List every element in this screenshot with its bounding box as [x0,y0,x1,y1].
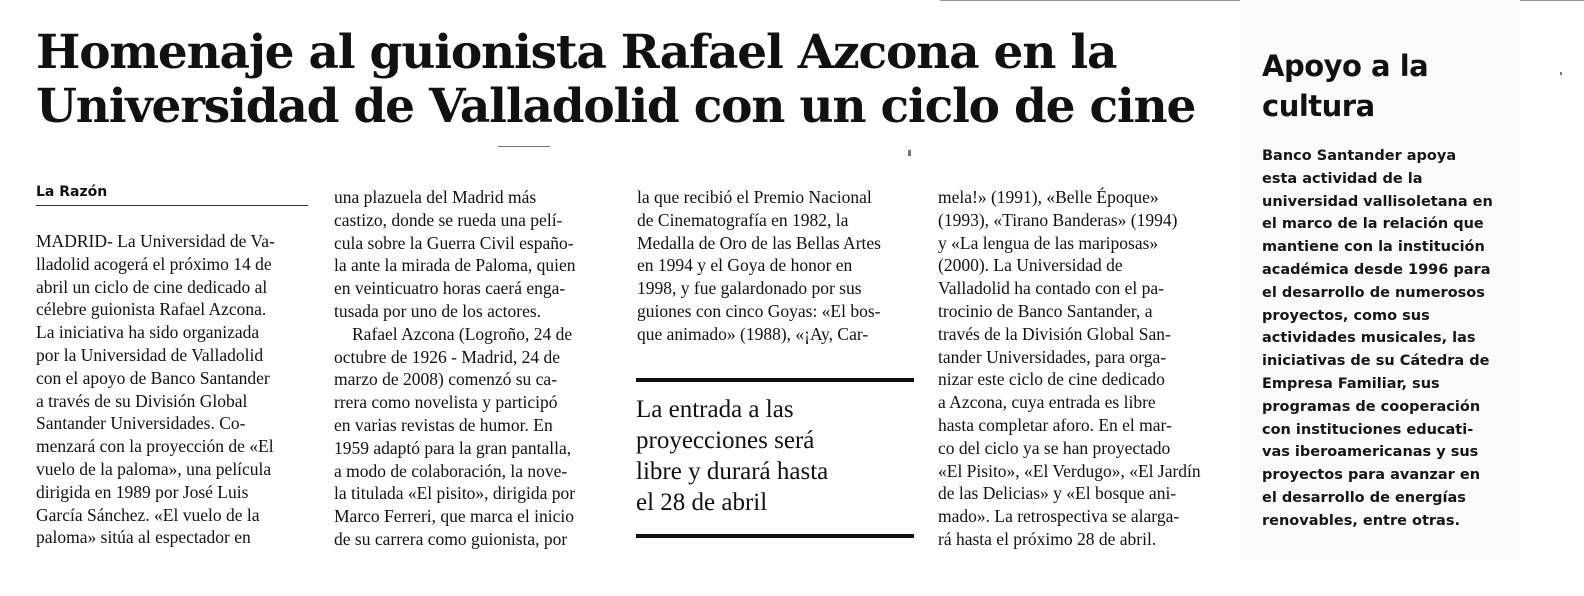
sidebar-line: universidad vallisoletana en [1262,193,1493,210]
text-line: García Sánchez. «El vuelo de la [36,504,260,525]
text-line: Valladolid ha contado con el pa- [938,278,1164,299]
text-line: mela!» (1991), «Belle Époque» [938,187,1159,207]
text-line: marzo de 2008) comenzó su ca- [334,369,558,390]
article-column-3 [637,186,917,346]
sidebar-title-line: Apoyo a la [1262,49,1429,83]
sidebar-line: el marco de la relación que [1262,216,1484,233]
sidebar-line: programas de cooperación [1262,398,1481,415]
text-line: Medalla de Oro de las Bellas Artes [637,232,881,253]
text-line: «El Pisito», «El Verdugo», «El Jardín [938,460,1201,481]
text-line: en varias revistas de humor. En [334,414,553,435]
text-line: vuelo de la paloma», una película [36,458,272,479]
article-column-1 [36,230,316,549]
text-line: rá hasta el próximo 28 de abril. [938,528,1157,549]
sidebar-line: con instituciones educati- [1262,421,1474,438]
text-line: rrera como novelista y participó [334,392,558,413]
sidebar-title-line: cultura [1262,89,1375,123]
text-line: Santander Universidades. Co- [36,413,246,434]
text-line: hasta completar aforo. En el mar- [938,414,1172,435]
text-line: octubre de 1926 - Madrid, 24 de [334,346,560,367]
text-line: a Azcona, cuya entrada es libre [938,392,1156,413]
text-line: guiones con cinco Goyas: «El bos- [637,300,881,321]
text-line: paloma» sitúa al espectador en [36,527,251,548]
pull-quote-line: proyecciones será [636,427,815,454]
text-line: menzará con la proyección de «El [36,436,274,457]
scan-speck [1560,72,1562,75]
text-line: tusada por uno de los actores. [334,300,542,321]
text-line: 1959 adaptó para la gran pantalla, [334,437,572,458]
scan-speck [498,146,550,147]
text-line: en 1994 y el Goya de honor en [637,255,853,276]
text-line: célebre guionista Rafael Azcona. [36,299,267,320]
pull-quote-line: el 28 de abril [636,489,768,516]
sidebar-line: el desarrollo de numerosos [1262,284,1485,301]
sidebar-body [1262,145,1512,533]
text-line: abril un ciclo de cine dedicado al [36,276,268,297]
sidebar-title [1262,46,1428,126]
text-line: por la Universidad de Valladolid [36,344,264,365]
text-line: cula sobre la Guerra Civil españo- [334,232,574,253]
text-line: de Cinematografía en 1982, la [637,209,849,230]
text-line: tander Universidades, para orga- [938,346,1167,367]
text-line: lladolid acogerá el próximo 14 de [36,253,272,274]
text-line: con el apoyo de Banco Santander [36,367,270,388]
text-line: en veinticuatro horas caerá enga- [334,278,566,299]
text-line: MADRID- La Universidad de Va- [36,231,275,251]
scan-speck [908,150,911,156]
text-line: (2000). La Universidad de [938,255,1123,276]
sidebar-line: proyectos para avanzar en [1262,467,1481,484]
text-line: a través de su División Global [36,390,248,411]
headline-line: Homenaje al guionista Rafael Azcona en la [36,25,1117,80]
text-line: que animado» (1988), «¡Ay, Car- [637,323,869,344]
pull-quote-line: La entrada a las [636,396,794,423]
text-line: de su carrera como guionista, por [334,528,568,549]
text-line: co del ciclo ya se han proyectado [938,437,1171,458]
text-line: La iniciativa ha sido organizada [36,322,260,343]
text-line: una plazuela del Madrid más [334,187,537,207]
text-line: a modo de colaboración, la nove- [334,460,568,481]
text-line: nizar este ciclo de cine dedicado [938,369,1165,390]
text-line: de las Delicias» y «El bosque ani- [938,483,1177,504]
text-line: dirigida en 1989 por José Luis [36,481,249,502]
sidebar-line: mantiene con la institución [1262,239,1485,256]
text-line: castizo, donde se rueda una pelí- [334,209,563,230]
pull-quote-line: libre y durará hasta [636,458,829,485]
sidebar-line: vas iberoamericanas y sus [1262,444,1479,461]
text-line: la titulada «El pisito», dirigida por [334,483,576,504]
text-line: (1993), «Tirano Banderas» (1994) [938,209,1178,230]
pull-quote [636,378,914,538]
text-line: trocinio de Banco Santander, a [938,300,1153,321]
sidebar-line: actividades musicales, las [1262,330,1476,347]
sidebar-line: Empresa Familiar, sus [1262,375,1440,392]
article-column-2 [334,186,614,551]
sidebar-line: el desarrollo de energías [1262,489,1466,506]
article-headline [36,26,1216,134]
text-line: la ante la mirada de Paloma, quien [334,255,576,276]
text-line: 1998, y fue galardonado por sus [637,278,862,299]
sidebar-line: proyectos, como sus [1262,307,1430,324]
text-line: Marco Ferreri, que marca el inicio [334,506,575,527]
sidebar-line: esta actividad de la [1262,170,1423,187]
text-line: través de la División Global San- [938,323,1171,344]
text-line: Rafael Azcona (Logroño, 24 de [352,323,573,344]
sidebar-line: académica desde 1996 para [1262,261,1491,278]
article-column-4 [938,186,1218,551]
headline-line: Universidad de Valladolid con un ciclo de cine [36,79,1196,134]
sidebar-line: iniciativas de su Cátedra de [1262,353,1490,370]
text-line: mado». La retrospectiva se alarga- [938,506,1180,527]
sidebar-line: renovables, entre otras. [1262,512,1460,529]
sidebar-line: Banco Santander apoya [1262,148,1457,164]
text-line: la que recibió el Premio Nacional [637,187,872,207]
text-line: y «La lengua de las mariposas» [938,232,1159,253]
byline: La Razón [36,184,308,206]
